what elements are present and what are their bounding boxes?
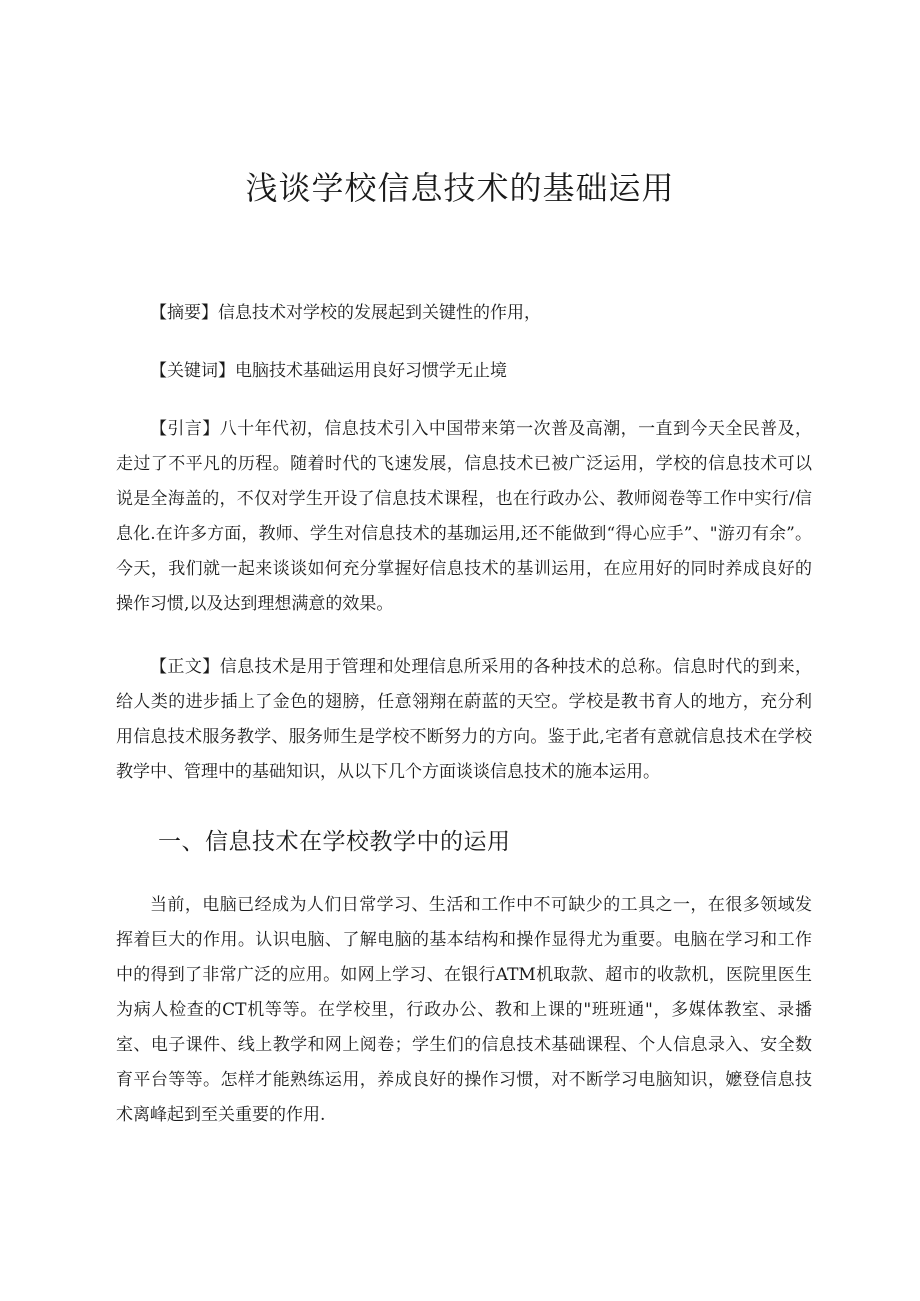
section-paragraph: 当前，电脑已经成为人们日常学习、生活和工作中不可缺少的工具之一，在很多领域发挥着巨大的作用。认识电脑、了解电脑的基本结构和操作显得尤为重要。电脑在学习和工作中的得到了非常广泛的应用。如网上学习、在银行ATM机取款、超市的收款机，医院里医生为病人检查的CT机等等。在学校里，行政办公、教和上课的"班班通"，多媒体教室、录播室、电子课件、线上教学和网上阅卷；学生们的信息技术基础课程、个人信息录入、安全数育平台等等。怎样才能熟练运用，养成良好的操作习惯，对不断学习电脑知识，嬷登信息技术离峰起到至关重要的作用. <box>116 895 812 1125</box>
abstract-paragraph: 【摘要】信息技术对学校的发展起到关键性的作用， <box>150 303 541 323</box>
section-heading: 一、信息技术在学校教学中的运用 <box>158 829 511 855</box>
keywords-paragraph: 【关键词】电脑技术基础运用良好习惯学无止境 <box>150 361 507 381</box>
document-title: 浅谈学校信息技术的基础运用 <box>245 169 675 207</box>
body-intro-paragraph: 【正文】信息技术是用于管理和处理信息所采用的各种技术的总称。信息时代的到来，给人类的进步插上了金色的翅膀，任意翎翔在蔚蓝的天空。学校是教书育人的地方，充分利用信息技术服务教学、服务师生是学校不断努力的方向。鉴于此,宅者有意就信息技术在学校教学中、管理中的基础知识，从以下几个方面谈谈信息技术的施本运用。 <box>116 657 812 782</box>
introduction-paragraph: 【引言】八十年代初，信息技术引入中国带来第一次普及高潮，一直到今天全民普及，走过了不平凡的历程。随着时代的飞速发展，信息技术已被广泛运用，学校的信息技术可以说是全海盖的，不仅对学生开设了信息技术课程，也在行政办公、教师阅卷等工作中实行/信息化.在许多方面，教师、学生对信息技术的基珈运用,还不能做到“得心应手”、"游刃有余”。今天，我们就一起来谈谈如何充分掌握好信息技术的基训运用，在应用好的同时养成良好的操作习惯,以及达到理想满意的效果。 <box>116 419 812 614</box>
